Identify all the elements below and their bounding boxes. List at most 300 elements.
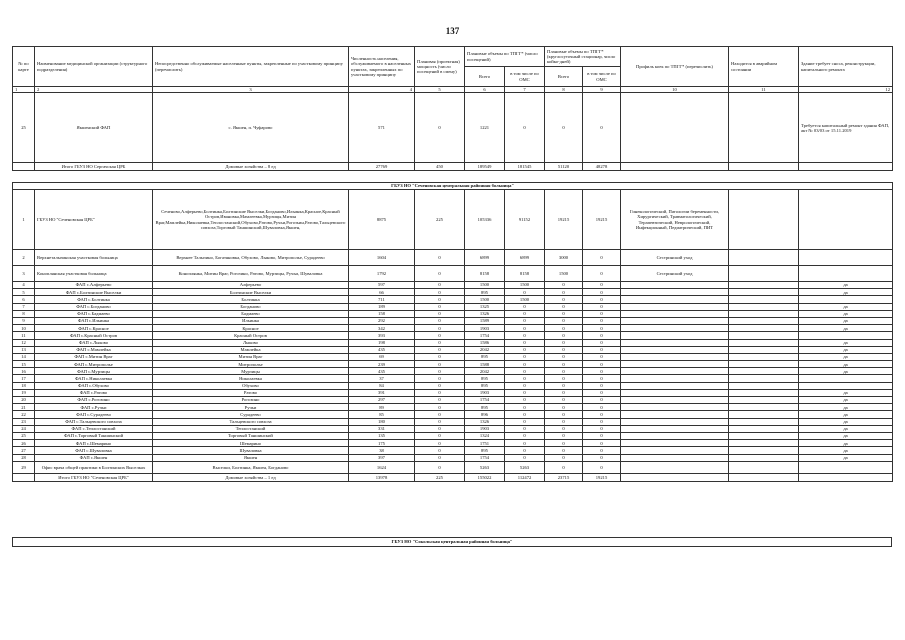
- repair-note: [799, 190, 893, 250]
- organization-name: ФАП с.Сурадеево: [35, 411, 153, 418]
- capacity: 0: [415, 353, 465, 360]
- table-row: [13, 425, 893, 432]
- repair-note: да: [799, 411, 893, 418]
- capacity: 0: [415, 310, 465, 317]
- column-number: 1: [13, 87, 35, 93]
- visits-omc: 0: [505, 418, 545, 425]
- table-row: [13, 454, 893, 461]
- beds-omc: 0: [583, 250, 621, 266]
- total-row: [13, 473, 893, 481]
- population: 571: [349, 93, 415, 163]
- table-row: [13, 397, 893, 404]
- beds-total: 0: [545, 411, 583, 418]
- population: 89: [349, 404, 415, 411]
- visits-total: 1754: [465, 397, 505, 404]
- settlements: Митин Враг: [153, 353, 349, 360]
- settlements: Ильинка: [153, 317, 349, 324]
- beds-omc: 0: [583, 339, 621, 346]
- population: 292: [349, 317, 415, 324]
- total-capacity: 450: [415, 163, 465, 171]
- capacity: 0: [415, 346, 465, 353]
- beds-omc: 0: [583, 289, 621, 296]
- total-empty: [799, 473, 893, 481]
- repair-note: да: [799, 339, 893, 346]
- beds-total: 0: [545, 346, 583, 353]
- beds-total: 0: [545, 361, 583, 368]
- total-row: [13, 163, 893, 171]
- population: 135: [349, 432, 415, 439]
- population: 84: [349, 382, 415, 389]
- repair-note: да: [799, 404, 893, 411]
- emergency: [729, 397, 799, 404]
- organization-name: ФАП с.Ручьи: [35, 404, 153, 411]
- total-empty: [729, 163, 799, 171]
- sokolskoe-table: [12, 537, 892, 547]
- capacity: 0: [415, 325, 465, 332]
- capacity: 0: [415, 339, 465, 346]
- beds-total: 0: [545, 310, 583, 317]
- beds-omc: 0: [583, 404, 621, 411]
- beds-total: 0: [545, 317, 583, 324]
- capacity: 0: [415, 397, 465, 404]
- capacity: 0: [415, 303, 465, 310]
- settlements: Мамлейка: [153, 346, 349, 353]
- table-row: [13, 353, 893, 360]
- visits-omc: 0: [505, 310, 545, 317]
- column-number: 4: [349, 87, 415, 93]
- section-title-2: ГБУЗ НО "Сокольская центральная районная больница": [13, 538, 892, 547]
- visits-omc: 0: [505, 303, 545, 310]
- table-row: [13, 93, 893, 163]
- table-row: [13, 418, 893, 425]
- header-repair: Здание требует сноса, реконструкции, капитального ремонта: [799, 47, 893, 87]
- capacity: 0: [415, 93, 465, 163]
- settlements: Красный Остров: [153, 332, 349, 339]
- table-row: [13, 375, 893, 382]
- population: 391: [349, 389, 415, 396]
- beds-omc: 0: [583, 282, 621, 289]
- header-table: [12, 46, 893, 171]
- population: 597: [349, 282, 415, 289]
- capacity: 0: [415, 250, 465, 266]
- emergency: [729, 339, 799, 346]
- emergency: [729, 325, 799, 332]
- population: 37: [349, 375, 415, 382]
- visits-total: 895: [465, 375, 505, 382]
- total-households: Домовые хозяйства – 8 ед: [153, 163, 349, 171]
- table-row: [13, 190, 893, 250]
- visits-total: 1754: [465, 332, 505, 339]
- repair-note: да: [799, 282, 893, 289]
- visits-omc: 0: [505, 432, 545, 439]
- beds-total: 19215: [545, 190, 583, 250]
- emergency: [729, 303, 799, 310]
- emergency: [729, 440, 799, 447]
- page-number: 137: [445, 26, 460, 36]
- row-number: 15: [13, 361, 35, 368]
- capacity: 0: [415, 332, 465, 339]
- organization-name: ФАП с.Бадмаево: [35, 310, 153, 317]
- beds-total: 0: [545, 289, 583, 296]
- settlements: Николаевка: [153, 375, 349, 382]
- capacity: 0: [415, 404, 465, 411]
- repair-note: да: [799, 389, 893, 396]
- visits-omc: 0: [505, 425, 545, 432]
- repair-note: да: [799, 447, 893, 454]
- table-row: [13, 325, 893, 332]
- settlements: Выселки, Болтинка, Якшен, Богданово: [153, 461, 349, 473]
- capacity: 0: [415, 382, 465, 389]
- settlements: Шемарино: [153, 440, 349, 447]
- capacity: 0: [415, 418, 465, 425]
- organization-name: ФАП с.Митрополье: [35, 361, 153, 368]
- emergency: [729, 282, 799, 289]
- population: 297: [349, 397, 415, 404]
- visits-omc: 8158: [505, 266, 545, 282]
- settlements: Верхнее Талызино, Богатяновка, Обухово, Лыково, Митрополье, Сурадеево: [153, 250, 349, 266]
- visits-total: 6899: [465, 250, 505, 266]
- beds-omc: 0: [583, 454, 621, 461]
- beds-omc: 0: [583, 361, 621, 368]
- beds-omc: 0: [583, 461, 621, 473]
- capacity: 0: [415, 266, 465, 282]
- beds-omc: 0: [583, 346, 621, 353]
- organization-name: ФАП с.Якшен: [35, 454, 153, 461]
- beds-omc: 0: [583, 397, 621, 404]
- visits-omc: 1500: [505, 282, 545, 289]
- bed-profile: [621, 282, 729, 289]
- beds-omc: 0: [583, 382, 621, 389]
- visits-total: 1903: [465, 389, 505, 396]
- table-row: [13, 250, 893, 266]
- beds-omc: 19215: [583, 190, 621, 250]
- organization-name: ФАП с.Болтинские Выселки: [35, 289, 153, 296]
- beds-omc: 0: [583, 310, 621, 317]
- total-organization-name: Итого ГБУЗ НО "Сеченовская ЦРБ": [35, 473, 153, 481]
- settlements: Лыково: [153, 339, 349, 346]
- beds-total: 1500: [545, 266, 583, 282]
- bed-profile: Сестринский уход: [621, 250, 729, 266]
- capacity: 0: [415, 317, 465, 324]
- population: 393: [349, 332, 415, 339]
- population: 1792: [349, 266, 415, 282]
- beds-total: 0: [545, 93, 583, 163]
- repair-note: да: [799, 368, 893, 375]
- row-number: 20: [13, 397, 35, 404]
- organization-name: ФАП с.Николаевка: [35, 375, 153, 382]
- emergency: [729, 382, 799, 389]
- total-visits-omc: 112472: [505, 473, 545, 481]
- beds-total: 0: [545, 339, 583, 346]
- header-visits-total: Всего: [465, 67, 505, 87]
- beds-total: 0: [545, 447, 583, 454]
- settlements: Коноплянка, Митин Враг, Рогозино, Ратово, Мурзицы, Ручьи, Шуваловка: [153, 266, 349, 282]
- organization-name: ФАП с.Торговый Таншинский: [35, 432, 153, 439]
- settlements: Митрополье: [153, 361, 349, 368]
- visits-total: 1589: [465, 317, 505, 324]
- organization-name: ФАП с.Тальцевского совхоза: [35, 418, 153, 425]
- total-visits: 189549: [465, 163, 505, 171]
- total-empty: [13, 473, 35, 481]
- visits-total: 895: [465, 353, 505, 360]
- total-beds-total: 23715: [545, 473, 583, 481]
- repair-note: да: [799, 353, 893, 360]
- column-number: 10: [621, 87, 729, 93]
- row-number: 3: [13, 266, 35, 282]
- repair-note: да: [799, 361, 893, 368]
- total-capacity: 225: [415, 473, 465, 481]
- visits-omc: 0: [505, 361, 545, 368]
- beds-omc: 0: [583, 440, 621, 447]
- population: 239: [349, 361, 415, 368]
- emergency: [729, 289, 799, 296]
- repair-note: да: [799, 317, 893, 324]
- visits-total: 895: [465, 447, 505, 454]
- total-population: 13978: [349, 473, 415, 481]
- visits-total: 1500: [465, 282, 505, 289]
- population: 397: [349, 454, 415, 461]
- organization-name: ФАП с.Обухово: [35, 382, 153, 389]
- organization-name: Верхнеталызинская участковая больница: [35, 250, 153, 266]
- capacity: 0: [415, 425, 465, 432]
- population: 38: [349, 447, 415, 454]
- bed-profile: [621, 404, 729, 411]
- capacity: 0: [415, 375, 465, 382]
- table-row: [13, 310, 893, 317]
- population: 180: [349, 418, 415, 425]
- emergency: [729, 190, 799, 250]
- emergency: [729, 332, 799, 339]
- row-number: 25: [13, 432, 35, 439]
- emergency: [729, 389, 799, 396]
- settlements: Бадмаево: [153, 310, 349, 317]
- beds-omc: 0: [583, 425, 621, 432]
- bed-profile: [621, 440, 729, 447]
- capacity: 0: [415, 440, 465, 447]
- visits-total: 1221: [465, 93, 505, 163]
- population: 175: [349, 440, 415, 447]
- visits-total: 1903: [465, 325, 505, 332]
- column-number: 11: [729, 87, 799, 93]
- settlements: Мурзицы: [153, 368, 349, 375]
- organization-name: ФАП с.Красный Остров: [35, 332, 153, 339]
- repair-note: да: [799, 346, 893, 353]
- beds-total: 0: [545, 397, 583, 404]
- capacity: 0: [415, 289, 465, 296]
- row-number: 26: [13, 440, 35, 447]
- settlements: Красное: [153, 325, 349, 332]
- visits-total: 105336: [465, 190, 505, 250]
- population: 8875: [349, 190, 415, 250]
- repair-note: да: [799, 425, 893, 432]
- visits-total: 895: [465, 289, 505, 296]
- beds-total: 0: [545, 296, 583, 303]
- bed-profile: [621, 418, 729, 425]
- row-number: 17: [13, 375, 35, 382]
- repair-note: [799, 382, 893, 389]
- visits-omc: 0: [505, 332, 545, 339]
- beds-total: 0: [545, 425, 583, 432]
- total-name: Итого ГБУЗ НО Сергачская ЦРБ: [35, 163, 153, 171]
- organization-name: Якшенский ФАП: [35, 93, 153, 163]
- population: 158: [349, 310, 415, 317]
- emergency: [729, 432, 799, 439]
- capacity: 0: [415, 368, 465, 375]
- beds-omc: 0: [583, 418, 621, 425]
- bed-profile: Гинекологический, Патологии беременности, Хирургический, Травматологический, Терапевтический, Неврологический, Инфекционный, Педиатрический, ПИТ: [621, 190, 729, 250]
- beds-total: 0: [545, 454, 583, 461]
- beds-total: 0: [545, 353, 583, 360]
- emergency: [729, 404, 799, 411]
- table-row: [13, 317, 893, 324]
- organization-name: ФАП с.Шуваловка: [35, 447, 153, 454]
- row-number: 12: [13, 339, 35, 346]
- beds-omc: 0: [583, 432, 621, 439]
- row-number: 21: [13, 404, 35, 411]
- beds-total: 0: [545, 440, 583, 447]
- row-number: 9: [13, 317, 35, 324]
- visits-total: 1500: [465, 296, 505, 303]
- column-number: 5: [415, 87, 465, 93]
- emergency: [729, 454, 799, 461]
- beds-total: 0: [545, 303, 583, 310]
- emergency: [729, 353, 799, 360]
- population: 1604: [349, 250, 415, 266]
- emergency: [729, 375, 799, 382]
- settlements: с. Якшен, п. Чуфарово: [153, 93, 349, 163]
- settlements: Сеченово,Алферьево,Болтинка,Болтинские Выселки,Богданово,Ильинка,Красное,Красный Остров,Ивановка,Мамлеевка,Мурзицы,Митин Враг,Мамлейка,Николаевка,Теплостанский,Обухово,Ратово,Ручьи,Рогозьин,Ратово,Тальцевского совхоза,Торговый Таншинский,Шуваловка,Якшен,: [153, 190, 349, 250]
- organization-name: ФАП с.Алферьево: [35, 282, 153, 289]
- beds-omc: 0: [583, 332, 621, 339]
- row-number: 6: [13, 296, 35, 303]
- column-number: 6: [465, 87, 505, 93]
- visits-omc: 0: [505, 325, 545, 332]
- repair-note: [799, 461, 893, 473]
- table-row: [13, 447, 893, 454]
- visits-total: 1586: [465, 339, 505, 346]
- header-capacity: Плановая (проектная) мощность (число посещений в смену): [415, 47, 465, 87]
- visits-total: 1588: [465, 361, 505, 368]
- header-beds-group: Плановые объемы по ТПГГ* (круглосуточный стационар, число койко-дней): [545, 47, 621, 67]
- bed-profile: [621, 375, 729, 382]
- table-row: [13, 361, 893, 368]
- bed-profile: [621, 361, 729, 368]
- visits-omc: 0: [505, 397, 545, 404]
- table-row: [13, 289, 893, 296]
- settlements: Алферьево: [153, 282, 349, 289]
- visits-total: 1325: [465, 303, 505, 310]
- repair-note: [799, 375, 893, 382]
- beds-total: 0: [545, 404, 583, 411]
- bed-profile: [621, 368, 729, 375]
- table-row: [13, 266, 893, 282]
- emergency: [729, 447, 799, 454]
- organization-name: ФАП с.Богданово: [35, 303, 153, 310]
- beds-omc: 0: [583, 317, 621, 324]
- table-row: [13, 296, 893, 303]
- visits-omc: 0: [505, 289, 545, 296]
- settlements: Ратово: [153, 389, 349, 396]
- visits-omc: 0: [505, 447, 545, 454]
- row-number: 24: [13, 425, 35, 432]
- population: 1624: [349, 461, 415, 473]
- bed-profile: [621, 397, 729, 404]
- header-visits-group: Плановые объемы по ТПГГ* (число посещений): [465, 47, 545, 67]
- visits-omc: 1500: [505, 296, 545, 303]
- beds-total: 0: [545, 382, 583, 389]
- repair-note: да: [799, 454, 893, 461]
- capacity: 0: [415, 461, 465, 473]
- column-number: 7: [505, 87, 545, 93]
- beds-omc: 0: [583, 266, 621, 282]
- header-visits-omc: в том числе по ОМС: [505, 67, 545, 87]
- header-number: № по карте: [13, 47, 35, 87]
- visits-total: 1903: [465, 425, 505, 432]
- bed-profile: [621, 332, 729, 339]
- repair-note: да: [799, 289, 893, 296]
- table-row: [13, 303, 893, 310]
- total-empty: [13, 163, 35, 171]
- column-number: 2: [35, 87, 153, 93]
- capacity: 0: [415, 432, 465, 439]
- capacity: 225: [415, 190, 465, 250]
- beds-omc: 0: [583, 303, 621, 310]
- visits-omc: 0: [505, 404, 545, 411]
- bed-profile: [621, 382, 729, 389]
- organization-name: ФАП с.Ратово: [35, 389, 153, 396]
- total-population: 27769: [349, 163, 415, 171]
- row-number: 19: [13, 389, 35, 396]
- settlements: Рогозино: [153, 397, 349, 404]
- visits-omc: 0: [505, 339, 545, 346]
- column-number: 9: [583, 87, 621, 93]
- bed-profile: [621, 389, 729, 396]
- emergency: [729, 418, 799, 425]
- emergency: [729, 317, 799, 324]
- beds-omc: 0: [583, 296, 621, 303]
- visits-omc: 0: [505, 411, 545, 418]
- beds-omc: 0: [583, 375, 621, 382]
- total-beds-omc: 48278: [583, 163, 621, 171]
- visits-total: 1751: [465, 440, 505, 447]
- row-number: 16: [13, 368, 35, 375]
- bed-profile: [621, 93, 729, 163]
- organization-name: ФАП с.Рогозино: [35, 397, 153, 404]
- row-number: 10: [13, 325, 35, 332]
- emergency: [729, 310, 799, 317]
- settlements: Богданово: [153, 303, 349, 310]
- emergency: [729, 266, 799, 282]
- row-number: 22: [13, 411, 35, 418]
- organization-name: ФАП с.Болтинка: [35, 296, 153, 303]
- settlements: Шуваловка: [153, 447, 349, 454]
- visits-omc: 0: [505, 93, 545, 163]
- bed-profile: [621, 303, 729, 310]
- bed-profile: [621, 432, 729, 439]
- population: 189: [349, 303, 415, 310]
- visits-omc: 0: [505, 317, 545, 324]
- repair-note: да: [799, 397, 893, 404]
- capacity: 0: [415, 447, 465, 454]
- visits-omc: 91152: [505, 190, 545, 250]
- column-number: 3: [153, 87, 349, 93]
- header-emergency: Находится в аварийном состоянии: [729, 47, 799, 87]
- row-number: 11: [13, 332, 35, 339]
- table-row: [13, 389, 893, 396]
- capacity: 0: [415, 411, 465, 418]
- visits-omc: 0: [505, 454, 545, 461]
- capacity: 0: [415, 454, 465, 461]
